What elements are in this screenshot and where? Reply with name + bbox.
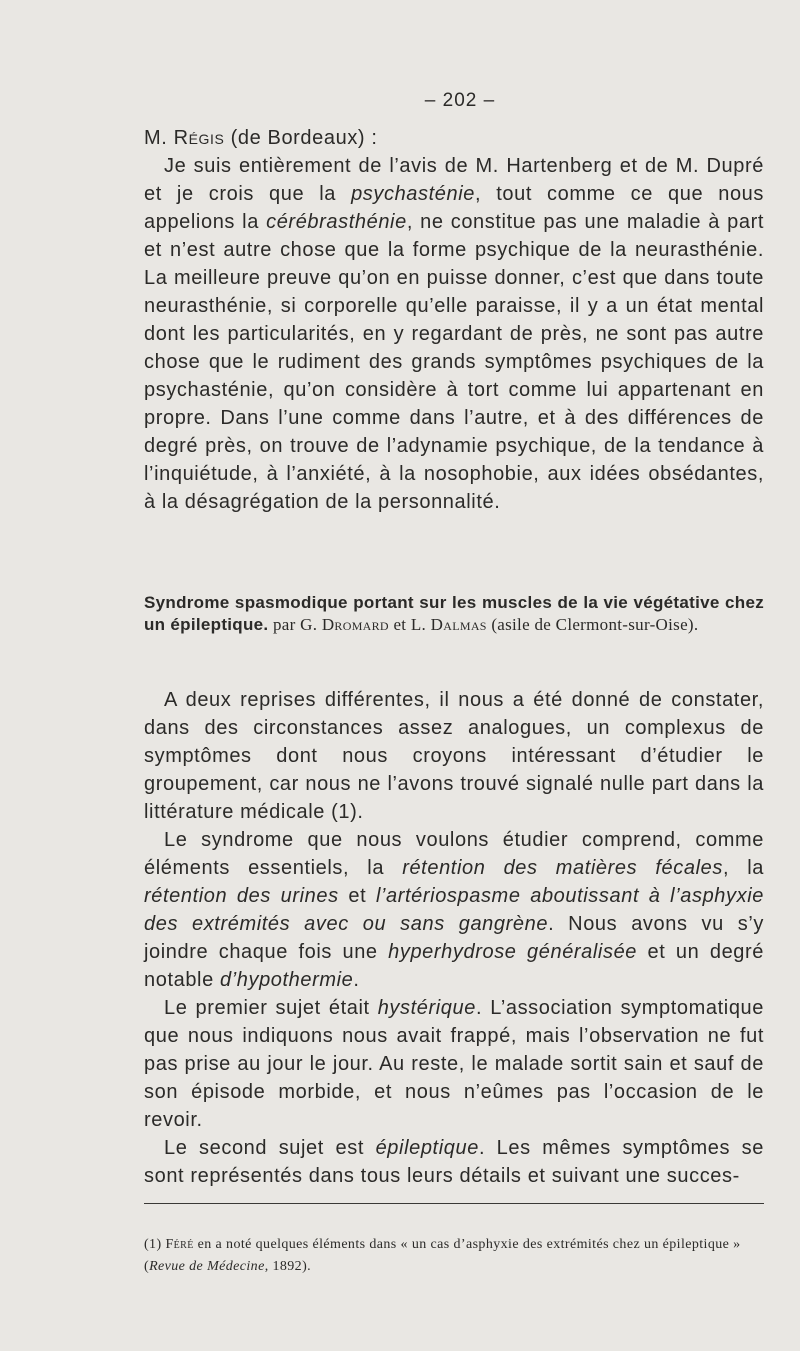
- page-number: – 202 –: [424, 90, 496, 111]
- author-name: Dromard: [321, 615, 389, 634]
- footnote-divider: [144, 1203, 764, 1204]
- paragraph: Le second sujet est épileptique. Les mêmes symptômes se sont représentés dans tous leurs détails et suivant une succes-: [144, 1137, 764, 1187]
- paragraph: Le syndrome que nous voulons étudier comprend, comme éléments essentiels, la rétention des matières fécales, la rétention des urines et l’artériospasme aboutissant à l’asphyxie des extrémités avec ou sans gangrène. Nous avons vu s’y joindre chaque fois une hyperhydrose généralisée et un degré notable d’hypothermie.: [144, 829, 765, 991]
- author-name: Dalmas: [430, 615, 487, 634]
- article-body: [144, 686, 764, 1190]
- article-title: Syndrome spasmodique portant sur les muscles de la vie végétative chez un épileptique.: [144, 593, 764, 634]
- speaker-line: M. Régis (de Bordeaux) :: [144, 127, 378, 149]
- footnote: (1) Féré en a noté quelques éléments dans « un cas d’asphyxie des extrémités chez un épileptique » (Revue de Médecine, 1892).: [144, 1237, 741, 1274]
- discussion-paragraph: Je suis entièrement de l’avis de M. Hartenberg et de M. Dupré et je crois que la psychasténie, tout comme ce que nous appelions la cérébrasthénie, ne constitue pas une maladie à part et n’est autre chose que la forme psychique de la neurasthénie. La meilleure preuve qu’on en puisse donner, c’est que dans toute neurasthénie, si corporelle qu’elle paraisse, il y a un état mental dont les particularités, en y regardant de près, ne sont pas autre chose que le rudiment des grands symptômes psychiques de la psychasténie, qu’on considère à tort comme lui appartenant en propre. Dans l’une comme dans l’autre, et à des différences de degré près, on trouve de l’adynamie psychique, de la tendance à l’inquiétude, à l’anxiété, à la nosophobie, aux idées obsédantes, à la désagrégation de la personnalité.: [144, 155, 765, 513]
- paragraph: A deux reprises différentes, il nous a été donné de constater, dans des circonstances assez analogues, un complexus de symptômes dont nous croyons intéressant d’étudier le groupement, car nous ne l’avons trouvé signalé nulle part dans la littérature médicale (1).: [144, 689, 764, 823]
- discussion-block: [144, 124, 764, 516]
- article-heading: Syndrome spasmodique portant sur les muscles de la vie végétative chez un épileptique. par G. Dromard et L. Dalmas (asile de Clermont-sur-Oise).: [144, 593, 764, 634]
- paragraph: Le premier sujet était hystérique. L’association symptomatique que nous indiquons nous avait frappé, mais l’observation ne fut pas prise au jour le jour. Au reste, le malade sortit sain et sauf de son épisode morbide, et nous n’eûmes pas l’occasion de le revoir.: [144, 997, 764, 1131]
